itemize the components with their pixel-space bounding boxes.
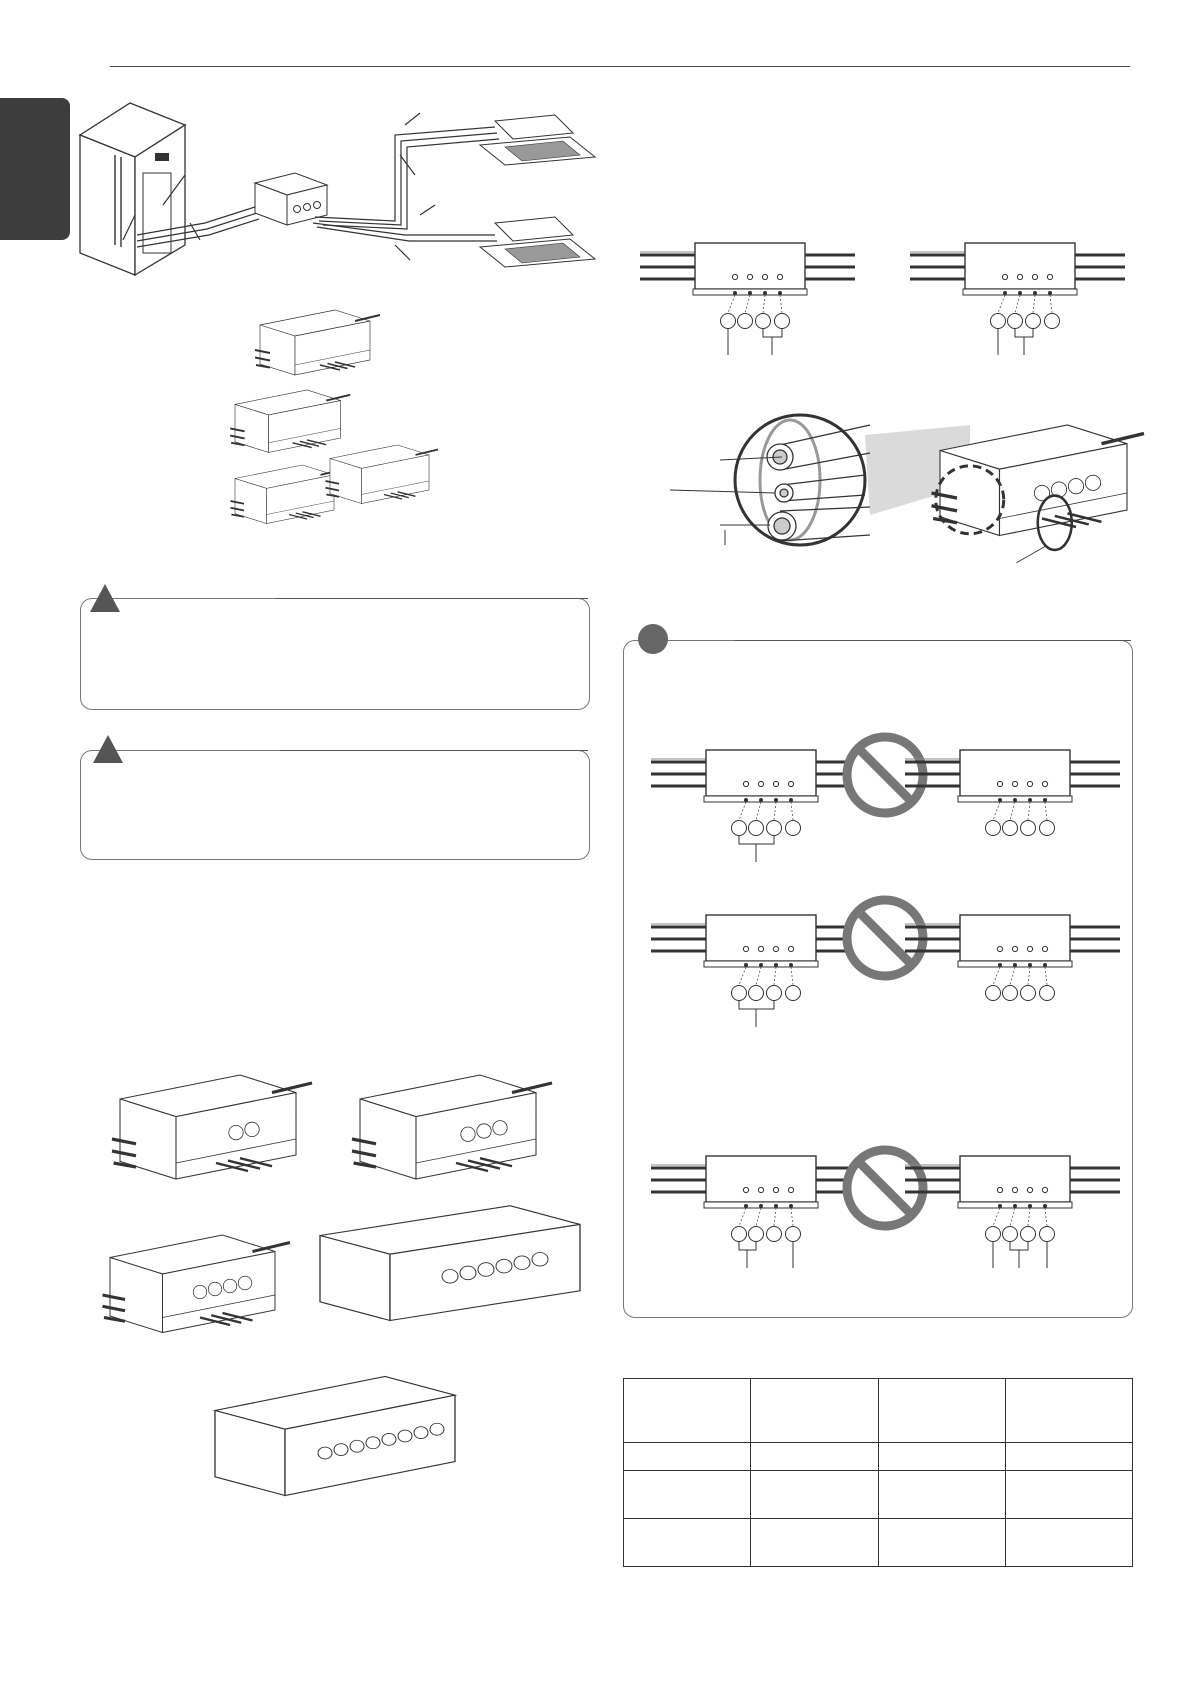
table-cell bbox=[1005, 1379, 1132, 1443]
pipe-detail-diagram bbox=[670, 415, 1140, 565]
note-row-1 bbox=[651, 737, 1120, 862]
cassette-indoor-unit-2 bbox=[480, 217, 595, 267]
system-layout-diagram bbox=[75, 95, 605, 295]
table-cell bbox=[878, 1443, 1005, 1471]
table-cell bbox=[624, 1379, 751, 1443]
caution-triangle-icon bbox=[91, 733, 125, 765]
magnified-pipe-ends bbox=[670, 415, 870, 545]
spec-table bbox=[623, 1378, 1133, 1567]
branch-box-with-highlight bbox=[932, 425, 1145, 563]
table-row bbox=[624, 1379, 1133, 1443]
table-cell bbox=[878, 1379, 1005, 1443]
prohibition-icon bbox=[847, 1150, 923, 1226]
table-cell bbox=[624, 1519, 751, 1567]
table-row bbox=[624, 1471, 1133, 1519]
note-row-3 bbox=[651, 1150, 1120, 1268]
caution-body bbox=[0, 0, 1, 1]
model-8-port bbox=[215, 1377, 455, 1496]
caution-box bbox=[80, 750, 590, 860]
warning-body bbox=[0, 0, 1, 1]
indoor-pipes bbox=[313, 113, 499, 260]
caution-title-line bbox=[280, 750, 588, 751]
outdoor-unit bbox=[80, 103, 185, 275]
table-cell bbox=[751, 1443, 878, 1471]
table-cell bbox=[624, 1471, 751, 1519]
branch-box-model-lineup bbox=[110, 1065, 580, 1505]
port-assignment-diagrams bbox=[640, 250, 1140, 370]
example-box-3a bbox=[231, 465, 344, 524]
table-row bbox=[624, 1443, 1133, 1471]
model-6-port bbox=[320, 1206, 580, 1321]
port-diagram-a bbox=[640, 243, 855, 355]
cassette-indoor-unit-1 bbox=[480, 115, 595, 165]
table-cell bbox=[1005, 1471, 1132, 1519]
table-cell bbox=[1005, 1443, 1132, 1471]
example-box-2 bbox=[230, 390, 350, 452]
warning-title-line bbox=[275, 598, 588, 599]
table-cell bbox=[751, 1519, 878, 1567]
incorrect-connection-examples bbox=[623, 640, 1131, 1316]
warning-title bbox=[0, 0, 1, 1]
note-title bbox=[0, 0, 1, 1]
caution-title bbox=[0, 0, 1, 1]
branch-box-connection-examples bbox=[215, 300, 425, 540]
table-cell bbox=[1005, 1519, 1132, 1567]
table-row bbox=[624, 1519, 1133, 1567]
table-cell bbox=[878, 1519, 1005, 1567]
header-rule bbox=[110, 66, 1130, 67]
table-cell bbox=[624, 1443, 751, 1471]
warning-triangle-icon bbox=[88, 582, 122, 614]
table-cell bbox=[751, 1379, 878, 1443]
port-diagram-b bbox=[910, 243, 1125, 355]
table-cell bbox=[751, 1471, 878, 1519]
table-cell bbox=[878, 1471, 1005, 1519]
model-2-port bbox=[112, 1075, 312, 1179]
note-row-2 bbox=[651, 900, 1120, 1027]
section-tab bbox=[0, 98, 70, 240]
model-4-port bbox=[103, 1235, 291, 1333]
example-box-3b bbox=[326, 445, 439, 504]
model-3-port bbox=[352, 1075, 552, 1179]
example-box-1 bbox=[255, 310, 380, 375]
warning-box bbox=[80, 598, 590, 710]
